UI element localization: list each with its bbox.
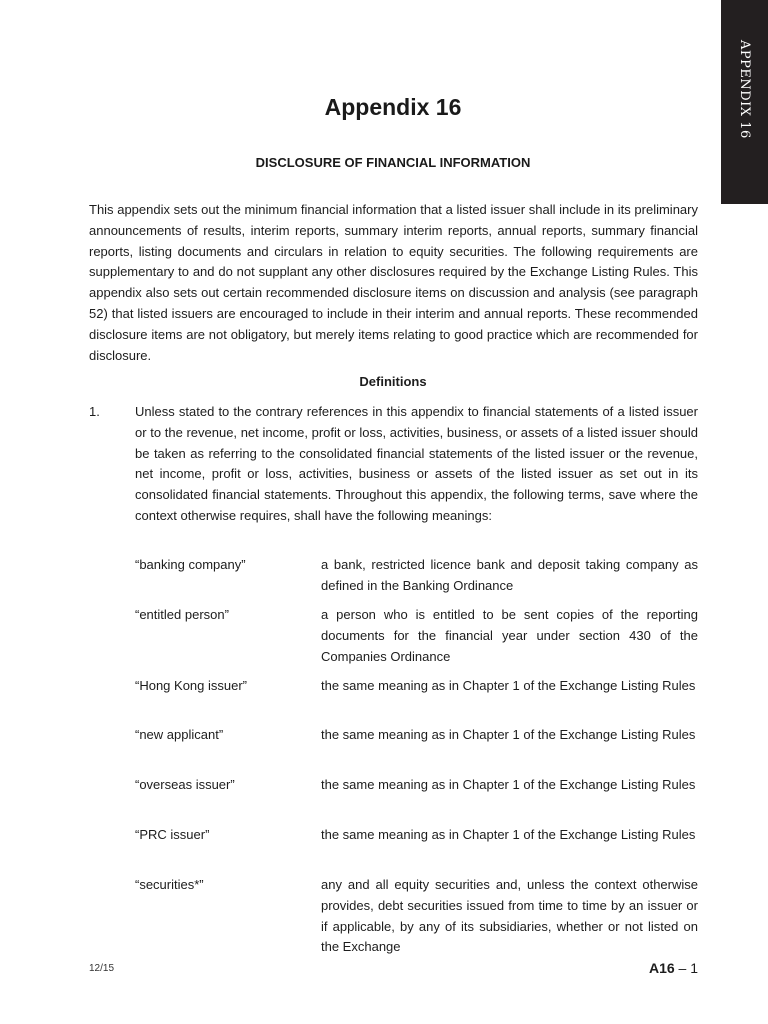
definition-meaning: a bank, restricted licence bank and deposit taking company as defined in the Banking Ordinance — [321, 557, 698, 593]
definition-term: “PRC issuer” — [135, 827, 210, 842]
side-tab-label: APPENDIX 16 — [737, 40, 752, 139]
definitions-heading: Definitions — [359, 374, 427, 389]
definition-term: “securities*” — [135, 877, 204, 892]
paragraph-text: Unless stated to the contrary references in this appendix to financial statements of a listed issuer or to the revenue, net income, profit or loss, activities, business, or assets of a listed issuer should be taken as referring to the consolidated financial statements of the listed issuer or the revenue, net income, profit or loss, activities, business or assets of the listed issuer as set out in its consolidated financial statements. Throughout this appendix, the following terms, save where the context otherwise requires, shall have the following meanings: — [135, 404, 698, 523]
definition-meaning: any and all equity securities and, unless the context otherwise provides, debt securities issued from time to time by an issuer or if applicable, by any of its subsidiaries, whether or not listed on the Exchange — [321, 877, 698, 955]
page-number — [649, 960, 698, 976]
intro-paragraph: This appendix sets out the minimum financial information that a listed issuer shall include in its preliminary announcements of results, interim reports, summary interim reports, annual reports, summary financial reports, listing documents and circulars in relation to equity securities. The following requirements are supplementary to and do not supplant any other disclosures required by the Exchange Listing Rules. This appendix also sets out certain recommended disclosure items on discussion and analysis (see paragraph 52) that listed issuers are encouraged to include in their interim and annual reports. These recommended disclosure items are not obligatory, but merely items relating to good practice which are recommended for disclosure. — [89, 202, 698, 363]
definition-meaning: the same meaning as in Chapter 1 of the Exchange Listing Rules — [321, 827, 696, 842]
definition-term: “banking company” — [135, 557, 246, 572]
paragraph-number: 1. — [89, 404, 100, 419]
page-label: A16 — [648, 960, 675, 976]
definition-meaning: the same meaning as in Chapter 1 of the Exchange Listing Rules — [321, 678, 696, 693]
page-number-value: – 1 — [678, 960, 698, 976]
page-title: Appendix 16 — [324, 94, 462, 120]
definition-term: “overseas issuer” — [135, 777, 235, 792]
definition-term: “new applicant” — [135, 727, 224, 742]
definition-meaning: the same meaning as in Chapter 1 of the Exchange Listing Rules — [321, 727, 696, 742]
definition-term: “entitled person” — [135, 607, 229, 622]
definition-meaning: the same meaning as in Chapter 1 of the Exchange Listing Rules — [321, 777, 696, 792]
footer-date: 12/15 — [89, 963, 115, 974]
definition-meaning: a person who is entitled to be sent copies of the reporting documents for the financial year under section 430 of the Companies Ordinance — [321, 607, 698, 664]
page-subtitle: DISCLOSURE OF FINANCIAL INFORMATION — [255, 155, 531, 170]
definition-term: “Hong Kong issuer” — [135, 678, 247, 693]
